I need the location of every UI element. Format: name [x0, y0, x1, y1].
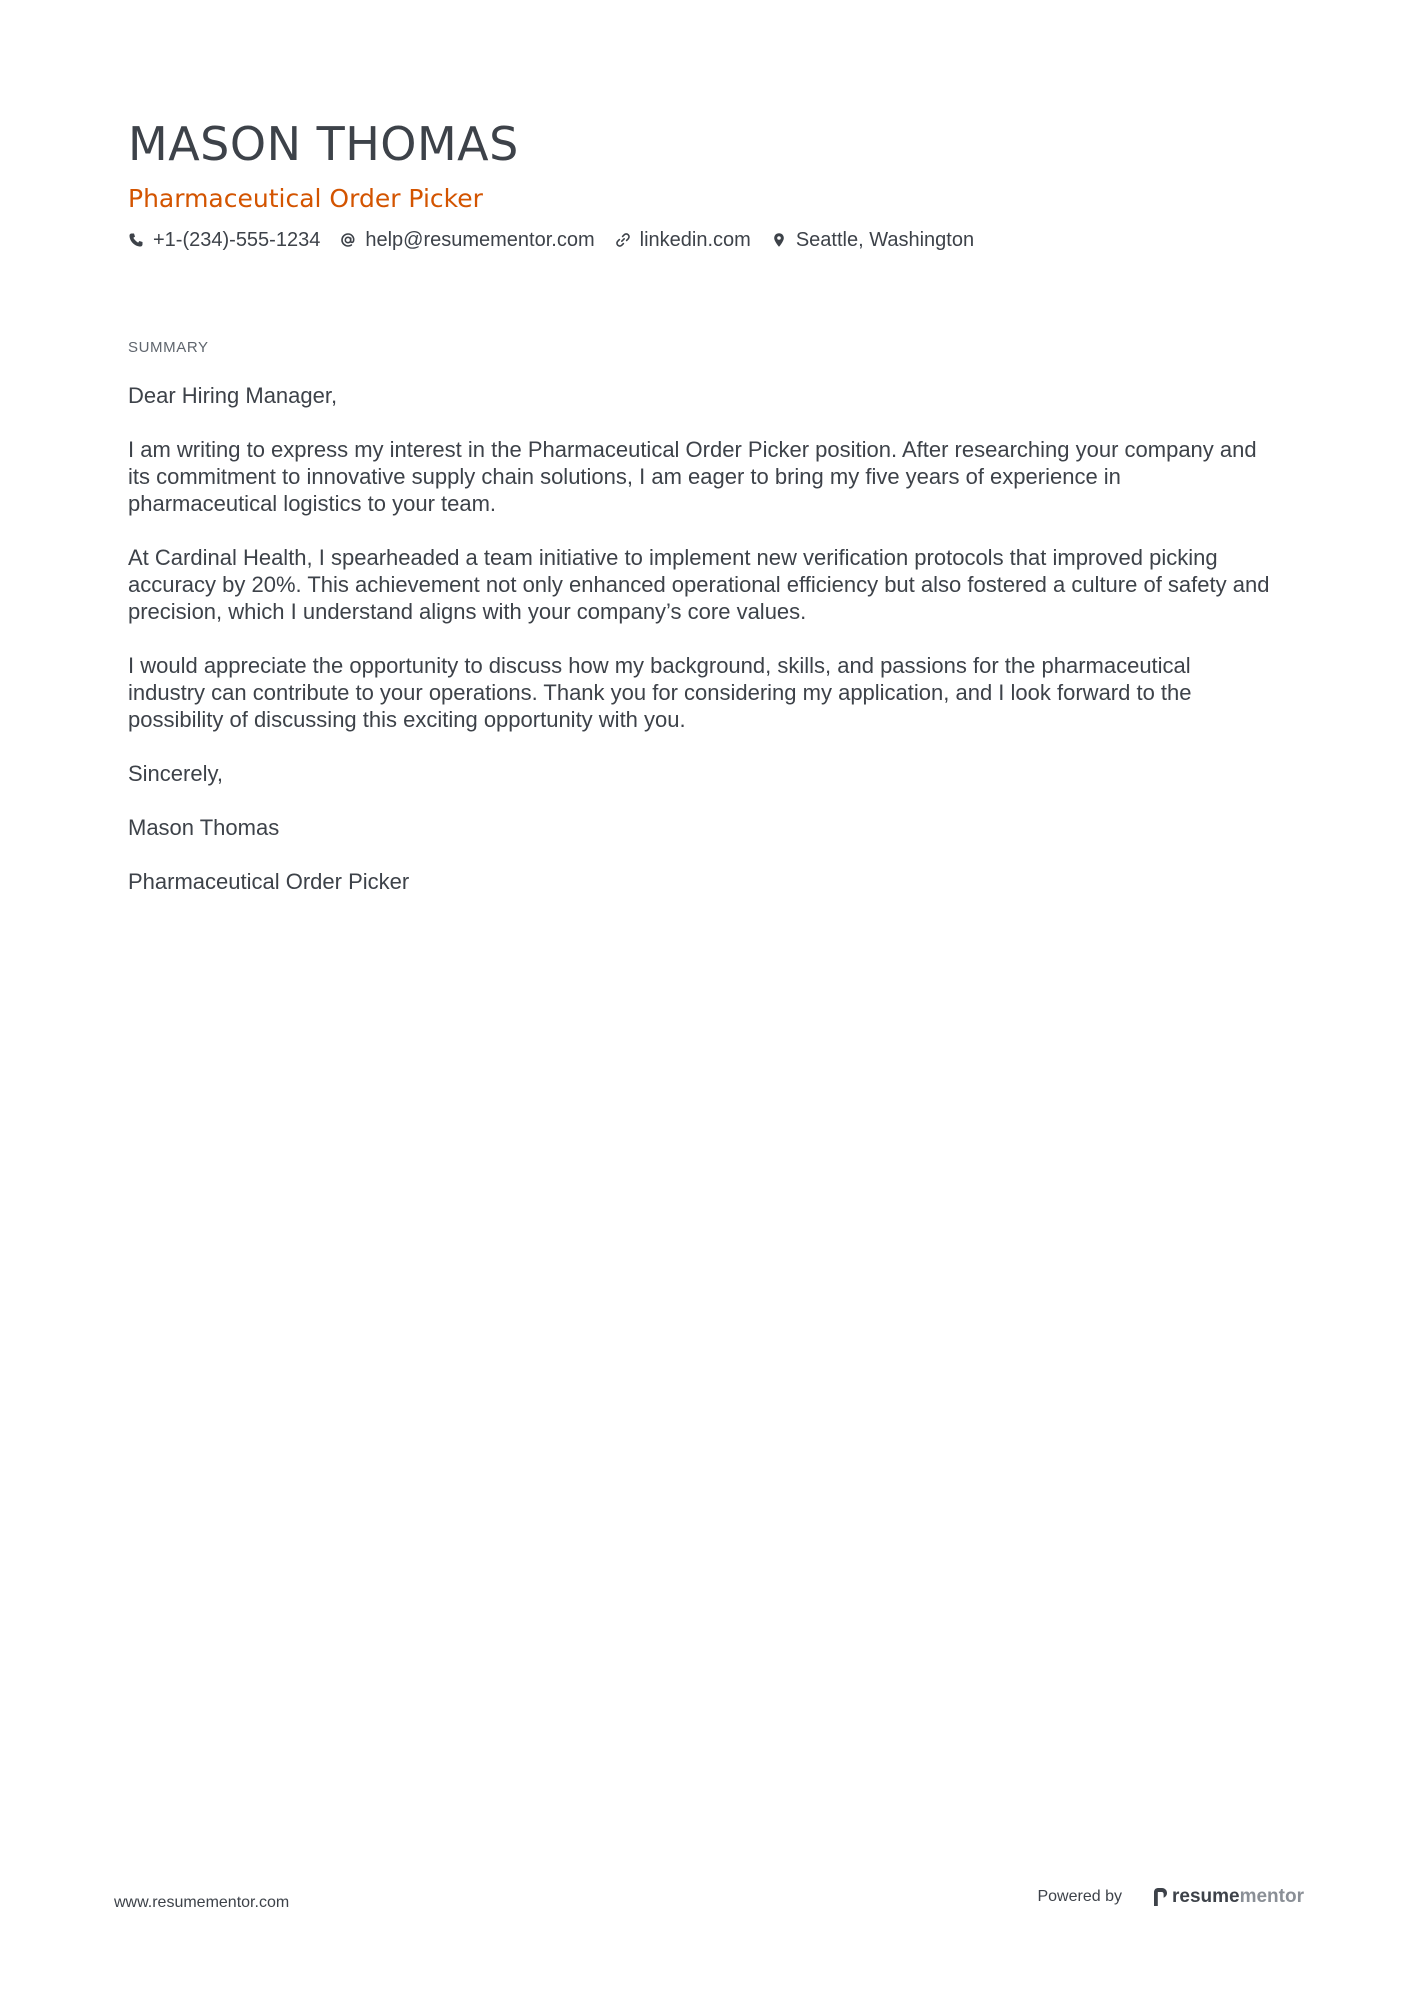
signature-name: Mason Thomas: [128, 815, 280, 840]
linkedin-link[interactable]: linkedin.com: [639, 229, 751, 251]
email-link[interactable]: help@resumementor.com: [365, 229, 595, 251]
contact-email[interactable]: [340, 226, 594, 254]
location-text: Seattle, Washington: [795, 229, 975, 251]
job-title: Pharmaceutical Order Picker: [128, 184, 483, 213]
summary-section-label: SUMMARY: [128, 339, 209, 356]
resumementor-logo[interactable]: [1152, 1886, 1304, 1908]
brand-name-resume: resume: [1171, 1886, 1240, 1907]
contact-location: [771, 226, 974, 254]
closing: Sincerely,: [128, 761, 223, 786]
letter-paragraph: I am writing to express my interest in the Pharmaceutical Order Picker position. After researching your company and its commitment to innovative supply chain solutions, I am eager to bring my five years of experience in pharmaceutical logistics to your team.: [128, 437, 1257, 516]
powered-by-text: Powered by: [1037, 1888, 1122, 1905]
footer-website-link[interactable]: www.resumementor.com: [114, 1894, 290, 1911]
contact-info: [128, 226, 994, 254]
phone-text: +1-(234)-555-1234: [153, 229, 321, 251]
contact-phone: [128, 226, 320, 254]
footer-branding: [1037, 1886, 1304, 1908]
link-icon: [615, 232, 631, 248]
resumementor-logo-icon: [1152, 1887, 1168, 1907]
signature-title: Pharmaceutical Order Picker: [128, 869, 410, 894]
candidate-name: MASON THOMAS: [128, 117, 519, 171]
map-pin-icon: [771, 232, 787, 248]
letter-paragraph: At Cardinal Health, I spearheaded a team initiative to implement new verification protocols that improved picking accuracy by 20%. This achievement not only enhanced operational efficiency but also fostered a culture of safety and precision, which I understand aligns with your company’s core values.: [128, 545, 1270, 624]
phone-icon: [128, 232, 144, 248]
letter-paragraph: I would appreciate the opportunity to discuss how my background, skills, and passions for the pharmaceutical industry can contribute to your operations. Thank you for considering my application, and I look forward to the possibility of discussing this exciting opportunity with you.: [128, 653, 1192, 732]
contact-linkedin[interactable]: [615, 226, 751, 254]
salutation: Dear Hiring Manager,: [128, 383, 338, 408]
at-icon: [340, 232, 356, 248]
brand-name-mentor: mentor: [1239, 1886, 1304, 1907]
letter-body: [128, 382, 1273, 922]
